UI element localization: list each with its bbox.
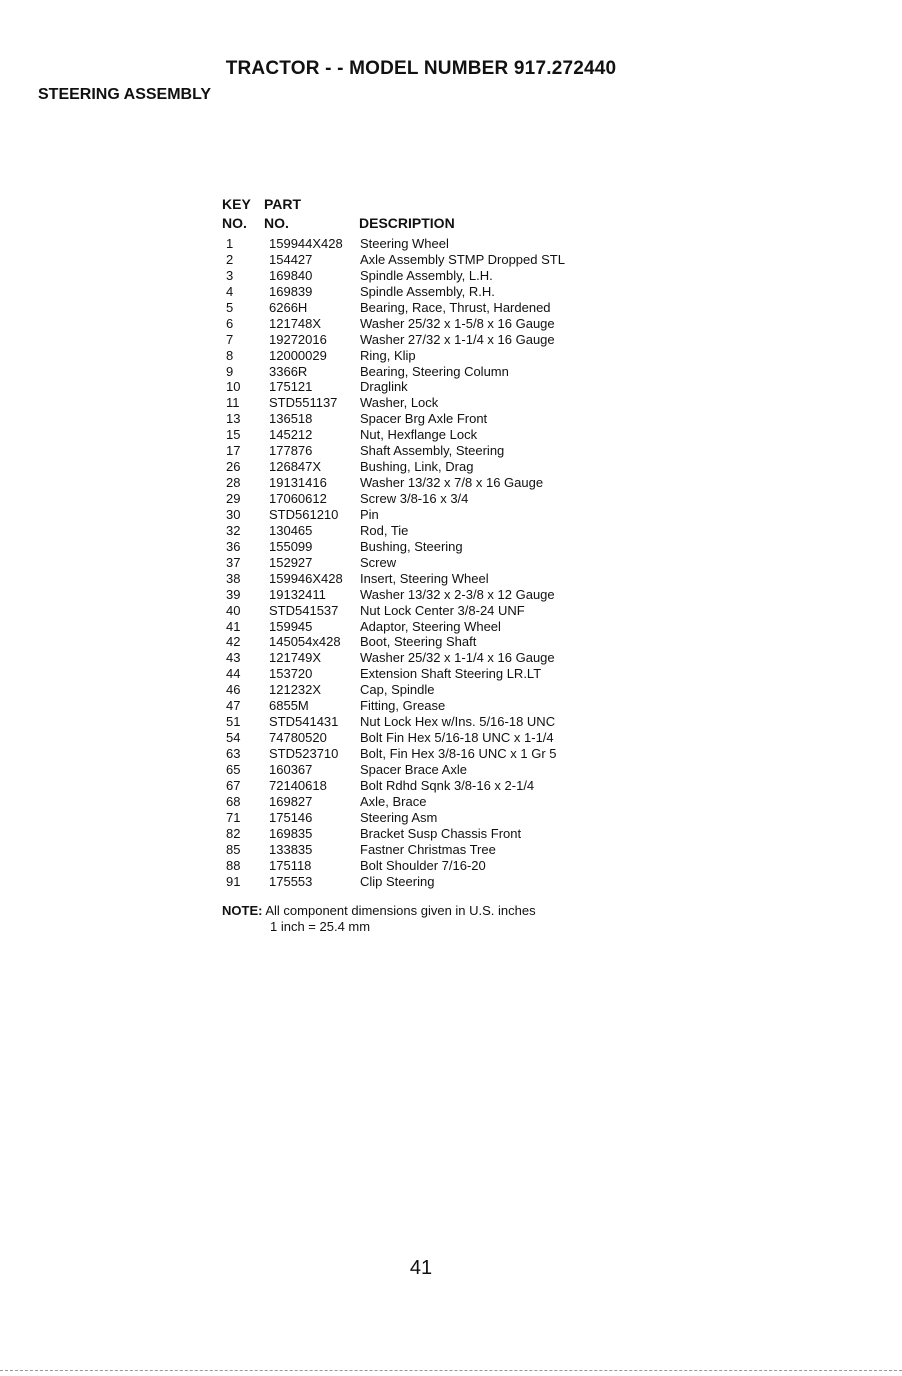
part-description: Washer 25/32 x 1-1/4 x 16 Gauge: [360, 650, 555, 666]
section-heading: STEERING ASSEMBLY: [38, 86, 212, 103]
part-number: STD523710: [269, 746, 339, 761]
key-number: 2: [226, 251, 234, 267]
key-number: 28: [226, 475, 241, 491]
key-number: 43: [226, 650, 241, 666]
part-number: 169839: [269, 283, 313, 299]
part-number: 152927: [269, 554, 313, 570]
part-description: Cap, Spindle: [360, 682, 435, 698]
part-description: Bushing, Steering: [360, 538, 463, 554]
part-number: 19132411: [269, 586, 326, 602]
key-number: 91: [226, 873, 241, 889]
part-description: Bracket Susp Chassis Front: [360, 825, 522, 841]
part-number: 130465: [269, 522, 313, 538]
part-description: Washer 13/32 x 2-3/8 x 12 Gauge: [360, 586, 555, 602]
part-number: 145054x428: [269, 634, 341, 650]
part-description: Washer 13/32 x 7/8 x 16 Gauge: [360, 475, 544, 491]
part-number: STD551137: [269, 395, 338, 411]
part-number: 154427: [269, 251, 313, 267]
part-description: Fitting, Grease: [360, 698, 446, 714]
part-number: 169827: [269, 793, 313, 809]
key-number: 40: [226, 602, 241, 618]
part-description: Rod, Tie: [360, 522, 409, 538]
key-number: 88: [226, 857, 241, 873]
key-number: 8: [226, 347, 234, 363]
part-description: Spindle Assembly, R.H.: [360, 283, 495, 299]
key-header-line1: KEY: [222, 196, 251, 212]
key-number: 3: [226, 267, 234, 283]
part-description: Nut Lock Center 3/8-24 UNF: [360, 602, 525, 618]
key-number: 39: [226, 586, 241, 602]
part-description: Adaptor, Steering Wheel: [360, 618, 501, 634]
part-number: 169835: [269, 825, 313, 841]
part-number: 133835: [269, 841, 313, 857]
key-number: 7: [226, 331, 234, 347]
part-number: 159946X428: [269, 570, 343, 586]
part-number: 121748X: [269, 315, 322, 331]
part-number: 136518: [269, 411, 313, 427]
part-number: 6855M: [269, 698, 309, 714]
note-line2: 1 inch = 25.4 mm: [270, 919, 371, 934]
key-number: 15: [226, 427, 241, 443]
part-number: 121749X: [269, 650, 322, 666]
part-number: 12000029: [269, 347, 327, 363]
key-number: 4: [226, 283, 234, 299]
key-number: 10: [226, 379, 241, 395]
key-number: 42: [226, 634, 241, 650]
part-number: 19272016: [269, 331, 327, 347]
part-number: 177876: [269, 443, 313, 459]
part-description: Washer, Lock: [360, 395, 439, 411]
part-description: Screw 3/8-16 x 3/4: [360, 491, 469, 506]
part-description: Boot, Steering Shaft: [360, 634, 477, 650]
key-number: 6: [226, 315, 234, 331]
part-description: Screw: [360, 554, 397, 570]
part-description: Bearing, Steering Column: [360, 363, 509, 379]
part-description: Steering Wheel: [360, 236, 449, 251]
key-number: 65: [226, 761, 241, 777]
key-number: 36: [226, 538, 241, 554]
key-number: 13: [226, 411, 241, 427]
key-number: 71: [226, 809, 241, 825]
key-number: 41: [226, 618, 241, 634]
part-number: 169840: [269, 267, 313, 283]
key-number: 54: [226, 730, 241, 746]
part-number: 17060612: [269, 491, 327, 506]
part-description: Spindle Assembly, L.H.: [360, 267, 493, 283]
part-description: Washer 27/32 x 1-1/4 x 16 Gauge: [360, 331, 555, 347]
part-description: Bolt, Fin Hex 3/8-16 UNC x 1 Gr 5: [360, 746, 557, 761]
part-header-line2: NO.: [264, 215, 289, 231]
key-number: 32: [226, 522, 241, 538]
key-number: 30: [226, 506, 241, 522]
part-description: Bolt Fin Hex 5/16-18 UNC x 1-1/4: [360, 730, 554, 746]
part-description: Shaft Assembly, Steering: [360, 443, 505, 459]
key-number: 38: [226, 570, 241, 586]
page-title: TRACTOR - - MODEL NUMBER 917.272440: [225, 58, 617, 79]
part-description: Bearing, Race, Thrust, Hardened: [360, 299, 551, 315]
part-number: 126847X: [269, 459, 322, 475]
note-label: NOTE:: [222, 903, 263, 918]
part-number: 3366R: [269, 363, 308, 379]
part-number: 153720: [269, 666, 313, 682]
part-number: STD541537: [269, 602, 339, 618]
part-description: Bushing, Link, Drag: [360, 459, 474, 475]
part-description: Axle, Brace: [360, 793, 427, 809]
part-description: Draglink: [360, 379, 408, 395]
part-number: 19131416: [269, 475, 327, 491]
part-number: 145212: [269, 427, 313, 443]
part-description: Insert, Steering Wheel: [360, 570, 489, 586]
key-number: 1: [226, 236, 234, 251]
part-description: Fastner Christmas Tree: [360, 841, 496, 857]
part-description: Nut, Hexflange Lock: [360, 427, 478, 443]
part-number: 74780520: [269, 730, 327, 746]
part-number: 159945: [269, 618, 313, 634]
part-description: Bolt Shoulder 7/16-20: [360, 857, 486, 873]
part-header-line1: PART: [264, 196, 302, 212]
key-number: 51: [226, 714, 241, 730]
key-number: 9: [226, 363, 234, 379]
key-number: 5: [226, 299, 234, 315]
part-number: STD561210: [269, 506, 339, 522]
part-number: 160367: [269, 761, 313, 777]
part-number: 72140618: [269, 777, 327, 793]
key-number: 46: [226, 682, 241, 698]
part-number: 175121: [269, 379, 313, 395]
part-description: Spacer Brg Axle Front: [360, 411, 488, 427]
part-description: Axle Assembly STMP Dropped STL: [360, 251, 565, 267]
part-number: 121232X: [269, 682, 322, 698]
part-description: Steering Asm: [360, 809, 438, 825]
part-description: Ring, Klip: [360, 347, 416, 363]
part-description: Clip Steering: [360, 873, 435, 889]
part-description: Extension Shaft Steering LR.LT: [360, 666, 542, 682]
part-number: 159944X428: [269, 236, 343, 251]
key-number: 26: [226, 459, 241, 475]
part-number: 6266H: [269, 299, 308, 315]
key-number: 29: [226, 491, 241, 506]
key-number: 37: [226, 554, 241, 570]
key-number: 17: [226, 443, 241, 459]
part-description: Bolt Rdhd Sqnk 3/8-16 x 2-1/4: [360, 777, 535, 793]
key-number: 82: [226, 825, 241, 841]
part-description: Spacer Brace Axle: [360, 761, 467, 777]
note-line1: All component dimensions given in U.S. inches: [265, 903, 536, 918]
part-number: STD541431: [269, 714, 339, 730]
dimension-note: [222, 903, 536, 935]
key-number: 47: [226, 698, 241, 714]
page-number: 41: [409, 1257, 433, 1279]
description-header: DESCRIPTION: [359, 215, 455, 231]
part-number: 175146: [269, 809, 313, 825]
key-number: 63: [226, 746, 241, 761]
key-number: 44: [226, 666, 241, 682]
page-edge-divider: [0, 1370, 902, 1371]
part-description: Pin: [360, 506, 379, 522]
part-description: Washer 25/32 x 1-5/8 x 16 Gauge: [360, 315, 555, 331]
part-number: 175553: [269, 873, 313, 889]
part-description: Nut Lock Hex w/Ins. 5/16-18 UNC: [360, 714, 556, 730]
part-number: 155099: [269, 538, 313, 554]
key-number: 68: [226, 793, 241, 809]
key-number: 85: [226, 841, 241, 857]
key-header-line2: NO.: [222, 215, 247, 231]
part-number: 175118: [269, 857, 312, 873]
key-number: 11: [226, 395, 240, 411]
key-number: 67: [226, 777, 241, 793]
